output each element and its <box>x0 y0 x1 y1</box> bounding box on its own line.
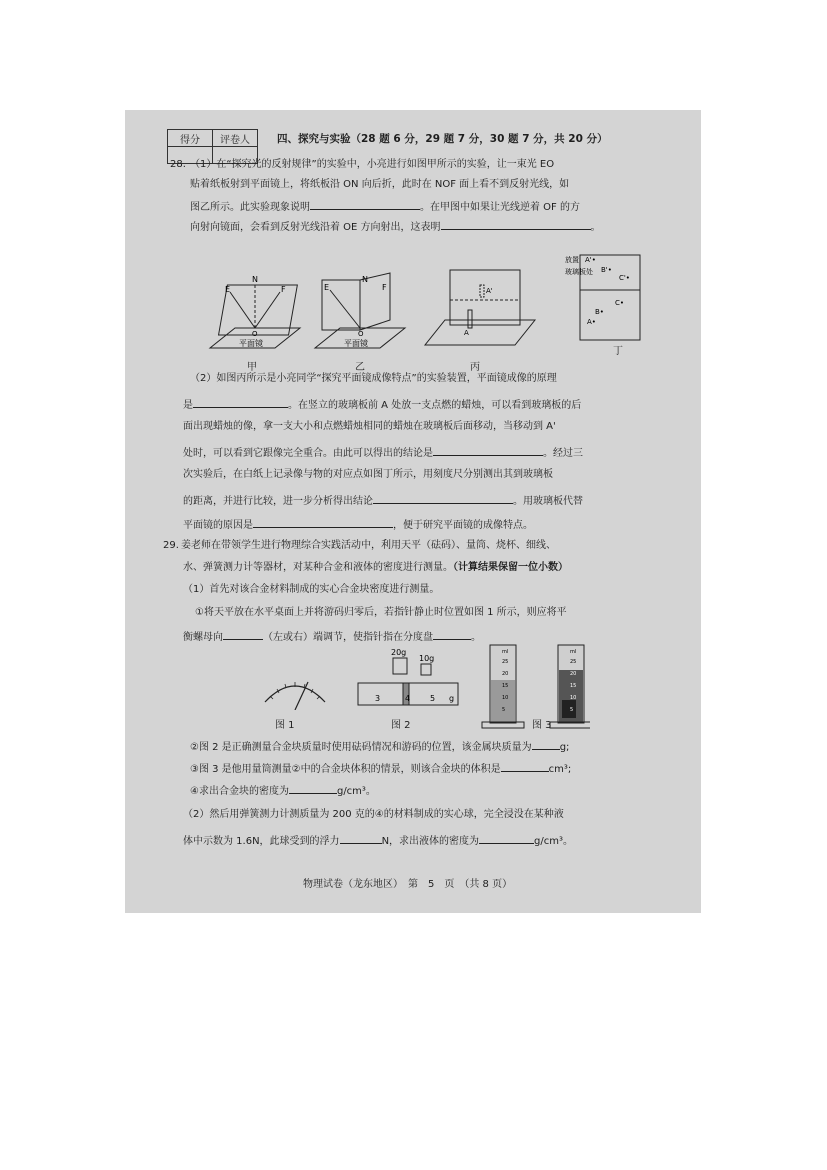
q28-p2-line6-a: 的距离，并进行比较，进一步分析得出结论 <box>183 496 373 507</box>
caption-fig3: 图 3 <box>532 720 552 731</box>
q29-line1: 姜老师在带领学生进行物理综合实践活动中，利用天平（砝码）、量筒、烧杯、细线、 <box>181 540 556 551</box>
caption-yi: 乙 <box>355 362 365 373</box>
label-c-dot: C• <box>615 299 625 307</box>
q28-p2-line6-b: 。用玻璃板代替 <box>513 496 583 507</box>
q28-p1-line3-b: 。在甲图中如果让光线逆着 OF 的方 <box>420 202 580 213</box>
cyl2-unit: ml <box>570 649 577 655</box>
grader-header: 评卷人 <box>213 130 258 147</box>
cyl1-tick-20: 20 <box>502 671 509 677</box>
q29-sub2-line1: （2）然后用弹簧测力计测质量为 200 克的④的材料制成的实心球，完全浸没在某种液 <box>183 809 564 820</box>
q29-line2 <box>183 561 568 575</box>
q28-p1-line4-b: 。 <box>590 222 601 233</box>
q29-sub1-q3-a: ③图 3 是他用量筒测量②中的合金块体积的情景，则该合金块的体积是 <box>190 764 501 775</box>
q28-p2-line4-a: 处时，可以看到它跟像完全重合。由此可以得出的结论是 <box>183 448 433 459</box>
q28-p2-line6 <box>183 492 583 509</box>
q29-sub2-line2-b: N，求出液体的密度为 <box>381 836 480 847</box>
q28-p2-line7-b: ，便于研究平面镜的成像特点。 <box>393 520 533 531</box>
figure-1-dial <box>260 670 330 710</box>
q29-line2-b: （计算结果保留一位小数） <box>453 562 568 573</box>
label-a-prime-bing: A' <box>486 287 493 295</box>
answer-blank-28-2[interactable] <box>441 218 591 230</box>
q29-sub2-line2-a: 体中示数为 1.6N，此球受到的浮力 <box>183 836 340 847</box>
answer-blank-28-1[interactable] <box>310 198 420 210</box>
caption-fig1: 图 1 <box>275 720 295 731</box>
answer-blank-29-1[interactable] <box>223 628 263 640</box>
q29-sub1-q1-line1: ①将天平放在水平桌面上并将游码归零后，若指针静止时位置如图 1 所示，则应将平 <box>195 607 567 618</box>
cyl2-tick-15: 15 <box>570 683 577 689</box>
q28-p2-line3: 面出现蜡烛的像，拿一支大小和点燃蜡烛相同的蜡烛在玻璃板后面移动，当移动到 A' <box>183 421 556 432</box>
label-c-prime-dot: C'• <box>619 274 630 282</box>
q29-sub1-q1-line2-a: 衡螺母向 <box>183 632 223 643</box>
q28-p1-line4 <box>190 218 601 235</box>
cyl2-tick-20: 20 <box>570 671 577 677</box>
weight-10g-label: 10g <box>419 654 435 663</box>
label-mirror-jia: 平面镜 <box>239 339 263 348</box>
label-n: N <box>252 275 258 284</box>
q28-p2-line4 <box>183 444 583 461</box>
weight-20g-label: 20g <box>391 648 407 657</box>
answer-blank-29-7[interactable] <box>479 832 534 844</box>
label-a-prime-dot: A'• <box>585 256 596 264</box>
cyl2-tick-10: 10 <box>570 695 577 701</box>
score-header: 得分 <box>168 130 213 147</box>
q28-p2-line2-a: 是 <box>183 400 193 411</box>
q28-p2-line2 <box>183 396 581 413</box>
q28-p2-line7-a: 平面镜的原因是 <box>183 520 253 531</box>
q29-line2-a: 水、弹簧测力计等器材，对某种合金和液体的密度进行测量。 <box>183 562 453 573</box>
cyl2-tick-25: 25 <box>570 659 577 665</box>
label-mirror-yi: 平面镜 <box>344 339 368 348</box>
cyl1-tick-10: 10 <box>502 695 509 701</box>
q29-sub1-q4-a: ④求出合金块的密度为 <box>190 786 289 797</box>
caption-ding: 丁 <box>613 346 623 357</box>
label-a-bing: A <box>464 329 469 337</box>
figure-2-balance <box>353 645 463 715</box>
q29-sub1-q1-line2-c: 。 <box>471 632 481 643</box>
label-e: E <box>225 285 231 294</box>
label-b-prime-dot: B'• <box>601 266 612 274</box>
answer-blank-29-6[interactable] <box>340 832 382 844</box>
cyl2-tick-5: 5 <box>570 707 574 713</box>
q29-sub1-q4 <box>190 782 376 799</box>
q28-p1-line1: （1）在“探究光的反射规律”的实验中，小亮进行如图甲所示的实验，让一束光 EO <box>190 159 555 170</box>
q28-p2-line7 <box>183 516 533 533</box>
q29-sub1-q2-a: ②图 2 是正确测量合金块质量时使用砝码情况和游码的位置，该金属块质量为 <box>190 742 532 753</box>
page-footer: 物理试卷（龙东地区） 第 5 页 （共 8 页） <box>303 879 513 890</box>
q29-sub1-q4-b: g/cm³。 <box>336 786 376 797</box>
answer-blank-28-3[interactable] <box>193 396 288 408</box>
q28-p1-line2: 贴着纸板射到平面镜上，将纸板沿 ON 向后折，此时在 NOF 面上看不到反射光线，如 <box>190 179 570 190</box>
figure-yi <box>310 270 410 350</box>
q29-sub1: （1）首先对该合金材料制成的实心合金块密度进行测量。 <box>183 584 440 595</box>
label-e-yi: E <box>324 283 330 292</box>
q28-p2-line1: （2）如图丙所示是小亮同学“探究平面镜成像特点”的实验装置，平面镜成像的原理 <box>190 373 557 384</box>
figure-bing <box>420 265 540 350</box>
ruler-5: 5 <box>430 694 436 703</box>
answer-blank-29-4[interactable] <box>501 760 549 772</box>
section-title: 四、探究与实验（28 题 6 分，29 题 7 分，30 题 7 分，共 20 分） <box>277 133 608 145</box>
q28-p1-line3-a: 图乙所示。此实验现象说明 <box>190 202 310 213</box>
label-o: O <box>252 330 258 338</box>
q29-sub1-q3 <box>190 760 571 777</box>
q28-p2-line5: 次实验后，在白纸上记录像与物的对应点如图丁所示，用刻度尺分别测出其到玻璃板 <box>183 469 553 480</box>
cyl1-tick-15: 15 <box>502 683 509 689</box>
answer-blank-29-2[interactable] <box>433 628 471 640</box>
q29-sub1-q2-b: g; <box>559 742 570 753</box>
answer-blank-28-6[interactable] <box>253 516 393 528</box>
ruler-3: 3 <box>375 694 381 703</box>
cyl1-tick-25: 25 <box>502 659 509 665</box>
answer-blank-28-5[interactable] <box>373 492 513 504</box>
q29-sub2-line2-c: g/cm³。 <box>534 836 574 847</box>
q28-p1-line3 <box>190 198 580 215</box>
q28-p2-line4-b: 。经过三 <box>543 448 583 459</box>
ruler-g: g <box>449 694 455 703</box>
q29-sub1-q1-line2 <box>183 628 481 645</box>
q28-p2-line2-b: 。在竖立的玻璃板前 A 处放一支点燃的蜡烛，可以看到玻璃板的后 <box>288 400 582 411</box>
answer-blank-28-4[interactable] <box>433 444 543 456</box>
exam-page <box>125 110 701 913</box>
q28-number: 28. <box>170 159 186 170</box>
caption-jia: 甲 <box>247 362 257 373</box>
answer-blank-29-5[interactable] <box>289 782 337 794</box>
caption-fig2: 图 2 <box>391 720 411 731</box>
caption-bing: 丙 <box>470 362 480 373</box>
label-glass-place: 玻璃板处 <box>565 268 593 276</box>
q29-sub1-q3-b: cm³; <box>548 764 572 775</box>
figure-ding <box>565 250 645 345</box>
q29-sub1-q1-line2-b: （左或右）端调节，使指针指在分度盘 <box>263 632 433 643</box>
cyl1-tick-5: 5 <box>502 707 506 713</box>
label-place: 放置 <box>565 256 579 264</box>
q29-sub1-q2 <box>190 738 569 755</box>
label-o-yi: O <box>358 330 364 338</box>
cyl1-unit: ml <box>502 649 509 655</box>
answer-blank-29-3[interactable] <box>532 738 560 750</box>
figure-jia <box>205 270 305 350</box>
ruler-4: 4 <box>405 694 411 703</box>
q29-sub2-line2 <box>183 832 573 849</box>
label-f-yi: F <box>382 283 387 292</box>
label-f: F <box>281 285 286 294</box>
label-b-dot: B• <box>595 308 604 316</box>
q28-p1-line4-a: 向射向镜面，会看到反射光线沿着 OE 方向射出，这表明 <box>190 222 441 233</box>
label-a-dot: A• <box>587 318 596 326</box>
label-n-yi: N <box>362 275 368 284</box>
q29-number: 29. <box>163 540 179 551</box>
